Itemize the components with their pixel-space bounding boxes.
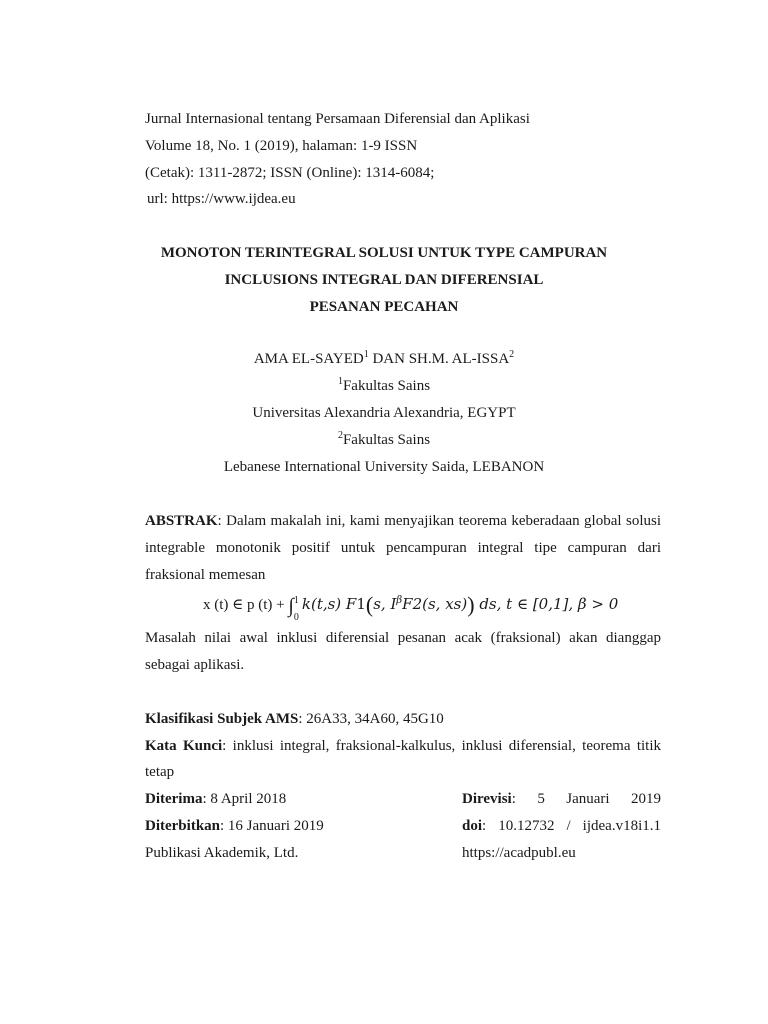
keywords-line-2: tetap xyxy=(145,764,175,780)
paper-title-line-2: INCLUSIONS INTEGRAL DAN DIFERENSIAL xyxy=(224,272,544,288)
journal-url[interactable]: url: https://www.ijdea.eu xyxy=(147,191,296,207)
doi: doi: 10.12732 / ijdea.v18i1.1 xyxy=(462,818,661,834)
paper-title-line-3: PESANAN PECAHAN xyxy=(309,299,459,315)
abstract-equation: x (t) ∈ p (t) + ∫ 1 0 k(t,s) F1(s, $I^\beta F2(s$, xs)) ds, t ∈ [0,1], β > 0 xyxy=(203,592,619,623)
affiliation-2-faculty: $^2$Fakultas Sains xyxy=(337,430,431,448)
affiliation-1-faculty: $^1$Fakultas Sains xyxy=(337,376,431,394)
journal-issn: (Cetak): 1311-2872; ISSN (Online): 1314-6084; xyxy=(145,165,435,181)
abstract-line-2: integrable monotonik positif untuk pencampuran integral tipe campuran dari xyxy=(145,540,661,556)
publisher-url[interactable]: https://acadpubl.eu xyxy=(462,845,576,861)
abstract-line-3: fraksional memesan xyxy=(145,567,266,583)
revised-date: Direvisi: 5 Januari 2019 xyxy=(462,791,661,807)
affiliation-1-university: Universitas Alexandria Alexandria, EGYPT xyxy=(252,405,516,421)
published-date: Diterbitkan: 16 Januari 2019 xyxy=(145,818,324,834)
abstract-line-5: sebagai aplikasi. xyxy=(145,657,245,673)
abstract-label: ABSTRAK xyxy=(145,513,218,529)
received-date: Diterima: 8 April 2018 xyxy=(145,791,287,807)
journal-name: Jurnal Internasional tentang Persamaan Diferensial dan Aplikasi xyxy=(145,111,530,127)
affiliation-2-university: Lebanese International University Saida, LEBANON xyxy=(223,459,545,475)
abstract-line-1: ABSTRAK: Dalam makalah ini, kami menyajikan teorema keberadaan global solusi xyxy=(145,513,661,529)
paper-title-line-1: MONOTON TERINTEGRAL SOLUSI UNTUK TYPE CAMPURAN xyxy=(160,245,608,261)
ams-classification: Klasifikasi Subjek AMS: 26A33, 34A60, 45G10 xyxy=(145,711,444,727)
publisher: Publikasi Akademik, Ltd. xyxy=(145,845,299,861)
keywords-line-1: Kata Kunci: inklusi integral, fraksional-kalkulus, inklusi diferensial, teorema titik xyxy=(145,738,661,754)
journal-volume: Volume 18, No. 1 (2019), halaman: 1-9 ISSN xyxy=(145,138,418,154)
abstract-line-4: Masalah nilai awal inklusi diferensial pesanan acak (fraksional) akan dianggap xyxy=(145,630,661,646)
authors: AMA EL-SAYED$^1$ DAN SH.M. AL-ISSA$^2$ xyxy=(253,349,515,367)
